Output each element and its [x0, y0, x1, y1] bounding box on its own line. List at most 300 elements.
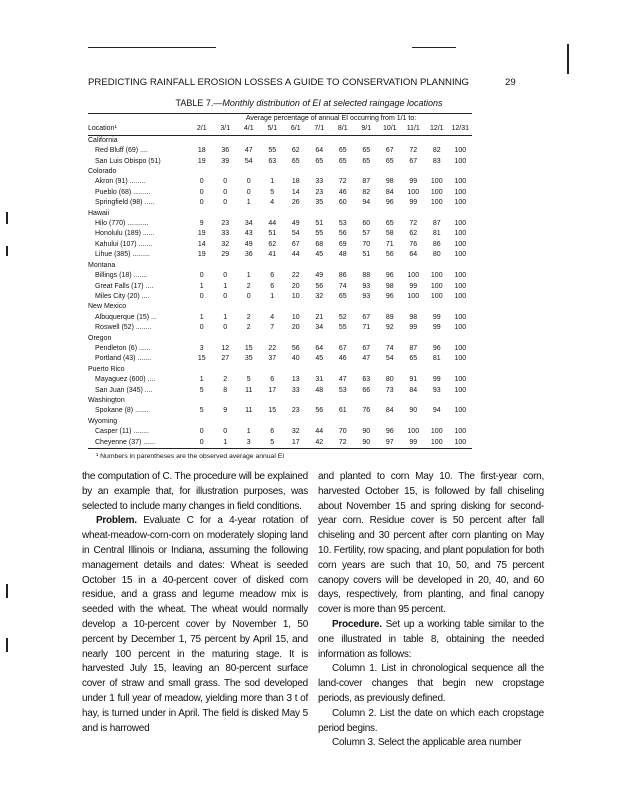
table-cell: 97 — [378, 438, 402, 449]
table-cell: 66 — [362, 386, 371, 394]
table-cell: 29 — [221, 251, 230, 259]
table-cell: 6 — [270, 428, 275, 436]
table-cell: 67 — [385, 147, 394, 155]
table-cell: 44 — [315, 428, 324, 436]
location-name: Mayaguez (600) .... — [95, 376, 156, 384]
location-name: Red Bluff (69) .... — [95, 147, 148, 155]
table-cell: 94 — [362, 199, 371, 207]
table-cell: 96 — [385, 199, 394, 207]
table-cell: 64 — [315, 344, 324, 352]
table-cell: 0 — [223, 199, 228, 207]
paragraph-text: the computation of C. The procedure will be explained by an example that, for illustration purposes, was selected to include many changes in field conditions. — [82, 471, 308, 512]
table-cell: 6 — [270, 282, 275, 290]
table-cell: 100 — [454, 386, 467, 394]
table-cell: 100 — [454, 251, 467, 259]
table-cell: 17 — [268, 386, 277, 394]
table-cell: 36 — [221, 147, 230, 155]
state-row — [88, 135, 472, 146]
table-cell: 100 — [430, 272, 443, 280]
right-text-column — [318, 470, 544, 751]
table-cell: 56 — [315, 407, 324, 415]
table-cell: 32 — [315, 292, 324, 300]
table-cell: 0 — [223, 292, 228, 300]
table-cell: 84 — [385, 407, 394, 415]
table-cell: 72 — [331, 438, 355, 449]
table-cell: 26 — [291, 199, 300, 207]
table-cell: 70 — [338, 428, 347, 436]
table-cell: 63 — [268, 157, 277, 165]
span-header: Average percentage of annual EI occurring from 1/1 to: — [190, 114, 472, 125]
table-cell: 0 — [199, 324, 204, 332]
table-cell: 18 — [197, 147, 206, 155]
column-header: 7/1 — [308, 124, 332, 135]
table-cell: 88 — [362, 272, 371, 280]
table-cell: 23 — [221, 220, 230, 228]
state-name: Wyoming — [88, 417, 118, 425]
scan-mark — [6, 584, 8, 598]
table-cell: 74 — [385, 344, 394, 352]
table-cell: 83 — [432, 157, 441, 165]
paragraph-text: Evaluate C for a 4-year rotation of wheat-meadow-corn-corn on moderately sloping land in Central Illinois or Indiana, assuming the following management details and dates: Wheat is seeded October 15 in a 40-percent cover of disked corn residue, and a grass and legume meadow mix is seeded with the wheat. The wheat would normally develop a 10-percent cover by November 1, 50 percent by December 1, 75 percent by April 15, and nearly 100 percent in the maturing stage. It is harvested July 15, leaving an 80-percent surface cover of straw and small grass. The sod developed under 1 full year of meadow, yielding more than 3 t of hay, is turned under in April. The field is disked May 5 and is harrowed — [82, 515, 308, 734]
table-cell: 65 — [362, 147, 371, 155]
table-cell: 56 — [291, 344, 300, 352]
table-cell: 100 — [454, 428, 467, 436]
location-name: Albuquerque (15) ... — [95, 313, 157, 321]
table-cell: 44 — [291, 251, 300, 259]
table-cell: 55 — [268, 147, 277, 155]
table-cell: 34 — [244, 220, 253, 228]
table-cell: 49 — [291, 220, 300, 228]
running-head: PREDICTING RAINFALL EROSION LOSSES A GUIDE TO CONSERVATION PLANNING — [88, 77, 469, 88]
table-row — [88, 406, 472, 416]
table-cell: 100 — [454, 313, 467, 321]
table-cell: 100 — [454, 376, 467, 384]
column-header: 8/1 — [331, 124, 355, 135]
table-cell: 64 — [315, 147, 324, 155]
ei-distribution-table — [88, 113, 472, 449]
table-cell: 67 — [338, 344, 347, 352]
table-cell: 5 — [199, 407, 204, 415]
location-name: Miles City (20) .... — [95, 292, 150, 300]
table-cell: 99 — [402, 438, 426, 449]
table-cell: 1 — [199, 376, 204, 384]
table-cell: 96 — [385, 292, 394, 300]
paragraph — [318, 736, 544, 751]
table-row — [88, 375, 472, 385]
location-name: Great Falls (17) .... — [95, 282, 154, 290]
table-cell: 4 — [270, 313, 275, 321]
scan-mark-rule — [412, 47, 456, 48]
table-cell: 48 — [315, 386, 324, 394]
table-cell: 1 — [246, 428, 251, 436]
table-cell: 0 — [246, 188, 251, 196]
table-cell: 87 — [409, 344, 418, 352]
location-name: Pendleton (6) ...... — [95, 344, 151, 352]
column-header: 10/1 — [378, 124, 402, 135]
table-cell: 58 — [385, 230, 394, 238]
table-cell: 0 — [223, 188, 228, 196]
table-cell: 84 — [385, 188, 394, 196]
table-cell: 93 — [362, 292, 371, 300]
table-cell: 100 — [454, 199, 467, 207]
table-cell: 76 — [409, 240, 418, 248]
table-cell: 51 — [268, 230, 277, 238]
table-cell: 2 — [246, 313, 251, 321]
table-cell: 89 — [385, 313, 394, 321]
table-cell: 93 — [362, 282, 371, 290]
table-cell: 82 — [362, 188, 371, 196]
table-cell: 92 — [385, 324, 394, 332]
state-name: California — [88, 136, 118, 144]
table-cell: 100 — [454, 272, 467, 280]
table-cell: 65 — [409, 355, 418, 363]
table-cell: 47 — [244, 147, 253, 155]
table-cell: 33 — [315, 178, 324, 186]
table-cell: 65 — [385, 220, 394, 228]
state-row — [88, 209, 472, 219]
table-cell: 100 — [454, 147, 467, 155]
table-cell: 0 — [199, 188, 204, 196]
table-cell: 2 — [223, 376, 228, 384]
table-cell: 60 — [338, 199, 347, 207]
table-cell: 96 — [432, 344, 441, 352]
location-name: Honolulu (189) ...... — [95, 230, 155, 238]
table-row — [88, 146, 472, 156]
table-row — [88, 313, 472, 323]
state-row — [88, 365, 472, 375]
table-cell: 14 — [291, 188, 300, 196]
table-cell: 14 — [197, 240, 206, 248]
table-cell: 40 — [291, 355, 300, 363]
table-cell: 6 — [270, 272, 275, 280]
table-cell: 33 — [291, 386, 300, 394]
table-row — [88, 177, 472, 187]
table-cell: 1 — [223, 282, 228, 290]
location-name: Akron (91) ........ — [95, 178, 146, 186]
table-cell: 68 — [315, 240, 324, 248]
table-cell: 93 — [432, 386, 441, 394]
table-cell: 37 — [268, 355, 277, 363]
table-cell: 8 — [223, 386, 228, 394]
location-name: San Juan (345) .... — [95, 386, 153, 394]
table-cell: 65 — [315, 157, 324, 165]
table-cell: 10 — [291, 292, 300, 300]
column-header: 3/1 — [214, 124, 238, 135]
table-cell: 32 — [291, 428, 300, 436]
table-cell: 27 — [221, 355, 230, 363]
table-cell: 5 — [246, 376, 251, 384]
table-cell: 33 — [221, 230, 230, 238]
paragraph-text: and planted to corn May 10. The first-year corn, harvested October 15, is followed by fall chiseling about November 15 and spring disking for second-year corn. Residue cover is 50 percent after fall chiseling and 30 percent after corn planting on May 10. Fertility, row spacing, and plant population for both corn years are such that 10, 50, and 75 percent canopy covers will be developed in 20, 40, and 60 days, respectively, from planting, and final canopy cover is more than 95 percent. — [318, 471, 544, 616]
location-name: Kahului (107) ....... — [95, 240, 153, 248]
table-cell: 7 — [270, 324, 275, 332]
table-row — [88, 250, 472, 260]
paragraph — [82, 470, 308, 514]
table-cell: 100 — [430, 178, 443, 186]
table-title — [0, 97, 618, 109]
table-cell: 5 — [199, 386, 204, 394]
location-name: Billings (18) ....... — [95, 272, 148, 280]
table-cell: 64 — [409, 251, 418, 259]
table-cell: 51 — [362, 251, 371, 259]
table-cell: 65 — [338, 157, 347, 165]
table-cell: 62 — [291, 147, 300, 155]
state-row — [88, 417, 472, 427]
table-cell: 53 — [338, 386, 347, 394]
table-cell: 100 — [430, 428, 443, 436]
table-cell: 67 — [291, 240, 300, 248]
table-row — [88, 344, 472, 354]
left-text-column — [82, 470, 308, 736]
table-cell: 41 — [268, 251, 277, 259]
table-cell: 100 — [430, 292, 443, 300]
table-cell: 2 — [246, 282, 251, 290]
table-cell: 96 — [385, 428, 394, 436]
state-name: Washington — [88, 396, 125, 404]
table-cell: 23 — [291, 407, 300, 415]
table-cell: 90 — [355, 438, 379, 449]
table-cell: 99 — [409, 178, 418, 186]
scan-mark-rule — [88, 47, 216, 48]
table-cell: 13 — [291, 376, 300, 384]
table-cell: 100 — [430, 282, 443, 290]
table-title-prefix: TABLE 7.— — [175, 98, 223, 108]
table-row — [88, 219, 472, 229]
table-cell: 9 — [223, 407, 228, 415]
table-cell: 3 — [237, 438, 261, 449]
table-cell: 99 — [409, 199, 418, 207]
table-cell: 34 — [315, 324, 324, 332]
state-name: Puerto Rico — [88, 365, 125, 373]
table-cell: 65 — [385, 157, 394, 165]
table-cell: 99 — [409, 282, 418, 290]
table-cell: 22 — [268, 344, 277, 352]
state-row — [88, 167, 472, 177]
table-cell: 81 — [432, 355, 441, 363]
table-cell: 65 — [291, 157, 300, 165]
table-cell: 49 — [315, 272, 324, 280]
table-cell: 84 — [409, 386, 418, 394]
scan-mark — [6, 638, 8, 652]
table-cell: 80 — [432, 251, 441, 259]
table-cell: 74 — [338, 282, 347, 290]
table-cell: 86 — [432, 240, 441, 248]
table-cell: 60 — [362, 220, 371, 228]
table-cell: 1 — [246, 199, 251, 207]
paragraph — [318, 618, 544, 662]
table-cell: 0 — [199, 292, 204, 300]
table-cell: 99 — [432, 313, 441, 321]
table-cell: 21 — [315, 313, 324, 321]
table-cell: 45 — [315, 251, 324, 259]
table-cell: 10 — [291, 313, 300, 321]
table-cell: 86 — [338, 272, 347, 280]
state-name: Hawaii — [88, 209, 110, 217]
scan-mark-bar — [567, 44, 569, 74]
table-row — [88, 198, 472, 208]
table-cell: 19 — [197, 230, 206, 238]
table-cell: 100 — [407, 428, 420, 436]
location-name: Casper (11) ........ — [95, 428, 149, 436]
table-cell: 20 — [291, 282, 300, 290]
location-name: Lihue (385) ......... — [95, 251, 150, 259]
state-name: Colorado — [88, 168, 117, 176]
table-cell: 94 — [432, 407, 441, 415]
table-cell: 87 — [432, 220, 441, 228]
location-name: San Luis Obispo (51) — [95, 157, 161, 165]
paragraph — [82, 514, 308, 736]
table-cell: 1 — [246, 272, 251, 280]
table-cell: 1 — [199, 313, 204, 321]
table-cell: 12 — [221, 344, 230, 352]
table-cell: 0 — [199, 428, 204, 436]
state-row — [88, 261, 472, 271]
state-row — [88, 302, 472, 312]
table-body — [88, 135, 472, 448]
table-cell: 67 — [362, 313, 371, 321]
table-cell: 72 — [409, 147, 418, 155]
table-row — [88, 323, 472, 333]
table-cell: 82 — [432, 147, 441, 155]
table-row — [88, 354, 472, 364]
location-name: Portland (43) ....... — [95, 355, 152, 363]
table-row — [88, 240, 472, 250]
column-header: 6/1 — [284, 124, 308, 135]
table-cell: 32 — [221, 240, 230, 248]
table-cell: 73 — [385, 386, 394, 394]
table-cell: 71 — [385, 240, 394, 248]
table-cell: 56 — [315, 282, 324, 290]
table-row — [88, 427, 472, 437]
table-cell: 18 — [291, 178, 300, 186]
table-cell: 0 — [246, 292, 251, 300]
state-name: Montana — [88, 261, 116, 269]
state-name: New Mexico — [88, 303, 127, 311]
table-cell: 0 — [223, 324, 228, 332]
paragraph-text: Column 3. Select the applicable area number — [332, 737, 522, 749]
table-cell: 46 — [338, 188, 347, 196]
table-cell: 99 — [432, 376, 441, 384]
table-cell: 100 — [430, 199, 443, 207]
table-cell: 54 — [244, 157, 253, 165]
location-name: Cheyenne (37) ...... — [88, 438, 190, 449]
table-cell: 35 — [244, 355, 253, 363]
table-cell: 53 — [338, 220, 347, 228]
table-cell: 100 — [454, 282, 467, 290]
table-cell: 72 — [338, 178, 347, 186]
table-cell: 65 — [338, 147, 347, 155]
table-block — [0, 97, 618, 461]
location-name: Roswell (52) ........ — [95, 324, 152, 332]
location-header: Location¹ — [88, 124, 190, 135]
table-cell: 1 — [223, 313, 228, 321]
table-cell: 48 — [338, 251, 347, 259]
paragraph-text: Column 1. List in chronological sequence all the land-cover changes that begin new cropstage periods, as previously defined. — [318, 663, 544, 704]
table-cell: 91 — [409, 376, 418, 384]
location-name: Hilo (770) ........... — [95, 220, 149, 228]
table-cell: 71 — [362, 324, 371, 332]
table-cell: 100 — [454, 344, 467, 352]
table-cell: 96 — [385, 272, 394, 280]
table-cell: 2 — [246, 324, 251, 332]
column-header: 4/1 — [237, 124, 261, 135]
paragraph-text: Column 2. List the date on which each cropstage period begins. — [318, 707, 544, 734]
table-cell: 100 — [407, 188, 420, 196]
table-cell: 80 — [385, 376, 394, 384]
table-cell: 3 — [199, 344, 204, 352]
table-cell: 55 — [315, 230, 324, 238]
table-cell: 54 — [291, 230, 300, 238]
column-header: 11/1 — [402, 124, 426, 135]
table-footnote: ¹ Numbers in parentheses are the observed average annual EI — [96, 453, 285, 460]
table-cell: 100 — [454, 407, 467, 415]
table-cell: 1 — [270, 178, 275, 186]
table-title-text: Monthly distribution of EI at selected raingage locations — [222, 98, 443, 108]
table-cell: 35 — [315, 199, 324, 207]
paragraph — [318, 662, 544, 706]
table-cell: 22 — [291, 272, 300, 280]
table-cell: 65 — [362, 157, 371, 165]
table-cell: 98 — [385, 178, 394, 186]
table-cell: 70 — [362, 240, 371, 248]
table-cell: 98 — [409, 313, 418, 321]
table-cell: 0 — [246, 178, 251, 186]
state-row — [88, 396, 472, 406]
table-cell: 100 — [454, 230, 467, 238]
table-row — [88, 386, 472, 396]
table-cell: 65 — [338, 292, 347, 300]
table-row — [88, 292, 472, 302]
table-cell: 100 — [407, 272, 420, 280]
location-name: Pueblo (68) ......... — [95, 188, 151, 196]
table-cell: 52 — [338, 313, 347, 321]
table-cell: 15 — [244, 344, 253, 352]
table-cell: 67 — [409, 157, 418, 165]
table-cell: 36 — [244, 251, 253, 259]
table-cell: 100 — [425, 438, 449, 449]
table-cell: 76 — [362, 407, 371, 415]
table-cell: 47 — [338, 376, 347, 384]
table-cell: 31 — [315, 376, 324, 384]
table-cell: 69 — [338, 240, 347, 248]
table-cell: 98 — [385, 282, 394, 290]
table-cell: 44 — [268, 220, 277, 228]
table-cell: 81 — [432, 230, 441, 238]
table-cell: 0 — [223, 428, 228, 436]
table-cell: 90 — [409, 407, 418, 415]
table-cell: 5 — [261, 438, 285, 449]
table-cell: 54 — [385, 355, 394, 363]
table-cell: 100 — [454, 355, 467, 363]
table-cell: 100 — [454, 188, 467, 196]
table-cell: 4 — [270, 199, 275, 207]
paragraph — [318, 470, 544, 618]
table-cell: 15 — [197, 355, 206, 363]
table-cell: 55 — [338, 324, 347, 332]
table-cell: 0 — [223, 272, 228, 280]
paragraph — [318, 707, 544, 737]
table-row — [88, 438, 472, 449]
table-cell: 56 — [338, 230, 347, 238]
location-name: Spokane (8) ....... — [95, 407, 149, 415]
table-cell: 42 — [308, 438, 332, 449]
table-cell: 1 — [199, 282, 204, 290]
table-row — [88, 229, 472, 239]
table-cell: 100 — [454, 178, 467, 186]
table-cell: 19 — [197, 157, 206, 165]
state-row — [88, 334, 472, 344]
page-number: 29 — [505, 77, 516, 88]
